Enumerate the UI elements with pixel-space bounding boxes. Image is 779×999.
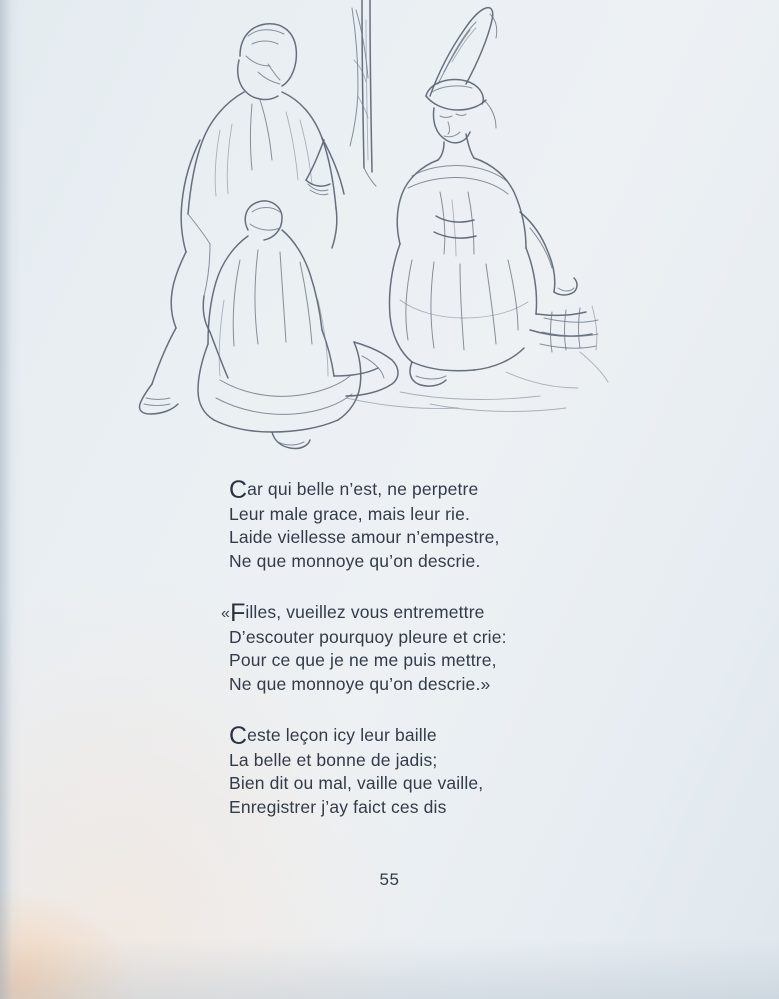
seated-woman bbox=[389, 8, 577, 386]
poem-line bbox=[229, 478, 699, 503]
stanza-1 bbox=[229, 478, 699, 573]
poem-line: Ne que monnoye qu’on descrie. bbox=[229, 550, 481, 571]
poem-body bbox=[221, 476, 699, 819]
poem-line bbox=[221, 601, 699, 626]
dropcap: F bbox=[230, 599, 246, 627]
standing-figure bbox=[139, 24, 344, 414]
open-quote: « bbox=[221, 605, 231, 622]
dropcap: C bbox=[229, 476, 248, 504]
ground-shading bbox=[346, 352, 608, 411]
page-edge-shadow-left bbox=[0, 0, 22, 999]
stanza-3 bbox=[229, 724, 699, 819]
illustration bbox=[100, 0, 660, 470]
page-number: 55 bbox=[379, 870, 400, 889]
dropcap: C bbox=[229, 722, 248, 750]
poem-line: Ne que monnoye qu’on descrie.» bbox=[229, 673, 491, 694]
poem-line-text: illes, vueillez vous entremettre bbox=[245, 602, 485, 622]
stanza-2 bbox=[221, 599, 699, 696]
pole-group bbox=[350, 0, 376, 186]
poem-line: Leur male grace, mais leur rie. bbox=[229, 503, 470, 524]
poem-line: D’escouter pourquoy pleure et crie: bbox=[229, 626, 507, 647]
kneeling-figure bbox=[198, 201, 398, 449]
illustration-drawing bbox=[100, 0, 660, 470]
poem-line bbox=[229, 724, 699, 749]
page-edge-shadow-bottom bbox=[0, 939, 779, 999]
poem-line: Enregistrer j’ay faict ces dis bbox=[229, 796, 447, 817]
poem-line-text: ar qui belle n’est, ne perpetre bbox=[247, 479, 479, 499]
poem-line: Laide viellesse amour n’empestre, bbox=[229, 527, 500, 547]
poem-line: Pour ce que je ne me puis mettre, bbox=[229, 650, 497, 670]
poem-line: La belle et bonne de jadis; bbox=[229, 749, 438, 770]
poem-line-text: este leçon icy leur baille bbox=[247, 725, 437, 745]
poem-line: Bien dit ou mal, vaille que vaille, bbox=[229, 773, 484, 793]
seat-hatching bbox=[530, 306, 598, 352]
